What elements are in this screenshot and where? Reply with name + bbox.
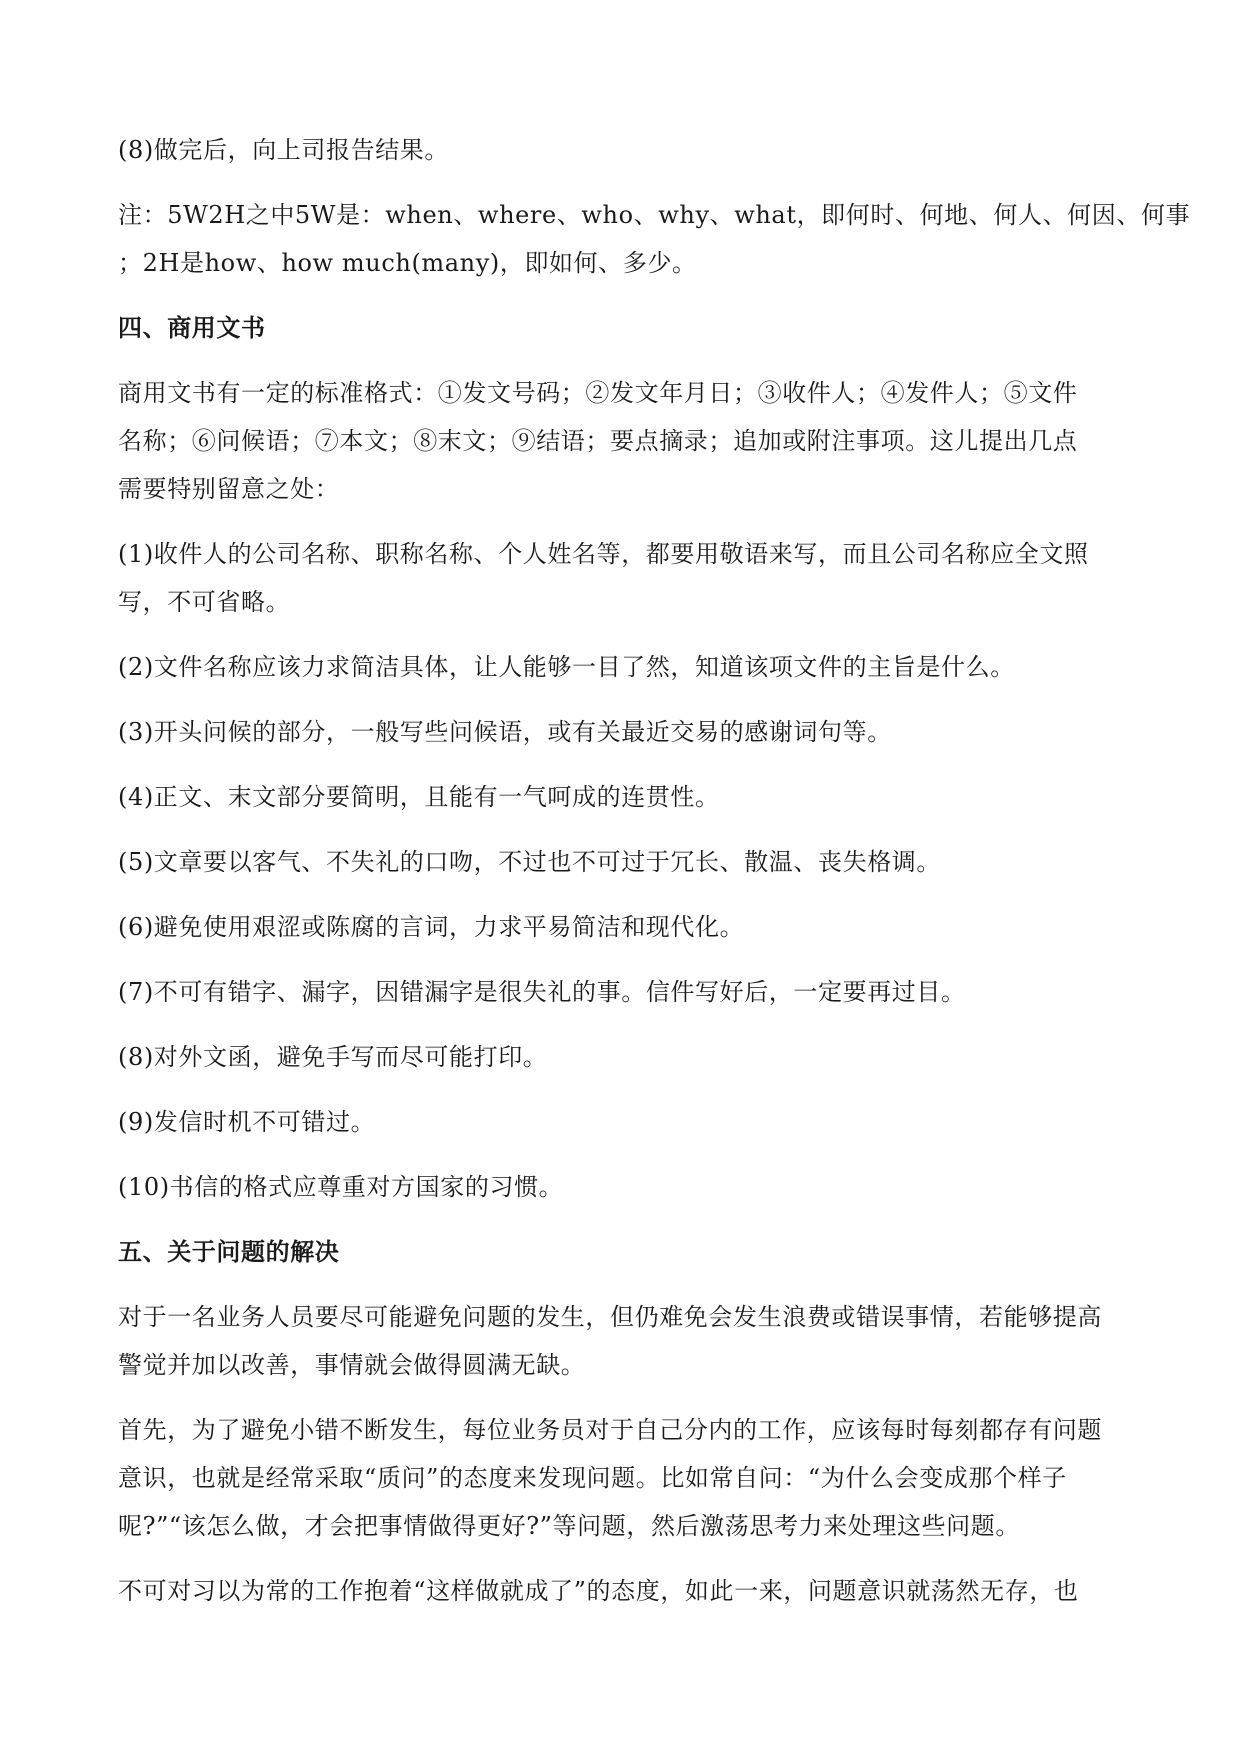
paragraph-5w2h-note bbox=[118, 191, 1191, 287]
text-line: 呢?”“该怎么做，才会把事情做得更好?”等问题，然后激荡思考力来处理这些问题。 bbox=[118, 1512, 1020, 1540]
text-line: 写，不可省略。 bbox=[118, 588, 291, 616]
text-line: (1)收件人的公司名称、职称名称、个人姓名等，都要用敬语来写，而且公司名称应全文照 bbox=[118, 540, 1089, 568]
text-line: 对于一名业务人员要尽可能避免问题的发生，但仍难免会发生浪费或错误事情，若能够提高 bbox=[118, 1303, 1102, 1331]
paragraph-item-8 bbox=[118, 1033, 1118, 1081]
text-line: (6)避免使用艰涩或陈腐的言词，力求平易简洁和现代化。 bbox=[118, 913, 745, 941]
paragraph-item-9 bbox=[118, 1098, 1118, 1146]
paragraph-item-5 bbox=[118, 838, 1118, 886]
text-line: (5)文章要以客气、不失礼的口吻，不过也不可过于冗长、散温、丧失格调。 bbox=[118, 848, 941, 876]
text-line: ；2H是how、how much(many)，即如何、多少。 bbox=[118, 249, 697, 277]
paragraph-item-2 bbox=[118, 643, 1118, 691]
heading-text: 五、关于问题的解决 bbox=[118, 1238, 340, 1266]
text-line: 名称；⑥问候语；⑦本文；⑧末文；⑨结语；要点摘录；追加或附注事项。这儿提出几点 bbox=[118, 427, 1078, 455]
text-line: 需要特别留意之处： bbox=[118, 475, 340, 503]
text-line: 注：5W2H之中5W是：when、where、who、why、what，即何时、何地、何人、何因、何事 bbox=[118, 201, 1191, 229]
text-line: 意识，也就是经常采取“质问”的态度来发现问题。比如常自问：“为什么会变成那个样子 bbox=[118, 1464, 1067, 1492]
paragraph-item-4 bbox=[118, 773, 1118, 821]
document-page bbox=[118, 126, 1191, 1632]
paragraph-item-6 bbox=[118, 903, 1118, 951]
section-heading-problem-solving bbox=[118, 1228, 1118, 1276]
paragraph-routine-work bbox=[118, 1567, 1118, 1615]
text-line: 商用文书有一定的标准格式：①发文号码；②发文年月日；③收件人；④发件人；⑤文件 bbox=[118, 379, 1078, 407]
paragraph-standard-format bbox=[118, 369, 1118, 513]
text-line: (9)发信时机不可错过。 bbox=[118, 1108, 376, 1136]
text-line: (4)正文、末文部分要简明，且能有一气呵成的连贯性。 bbox=[118, 783, 720, 811]
text-line: (8)对外文函，避免手写而尽可能打印。 bbox=[118, 1043, 548, 1071]
text-line: (7)不可有错字、漏字，因错漏字是很失礼的事。信件写好后，一定要再过目。 bbox=[118, 978, 966, 1006]
text-line: (8)做完后，向上司报告结果。 bbox=[118, 136, 449, 164]
text-line: (3)开头问候的部分，一般写些问候语，或有关最近交易的感谢词句等。 bbox=[118, 718, 892, 746]
section-heading-business-documents bbox=[118, 304, 1118, 352]
paragraph-item-3 bbox=[118, 708, 1118, 756]
text-line: 首先，为了避免小错不断发生，每位业务员对于自己分内的工作，应该每时每刻都存有问题 bbox=[118, 1416, 1102, 1444]
text-line: 不可对习以为常的工作抱着“这样做就成了”的态度，如此一来，问题意识就荡然无存，也 bbox=[118, 1577, 1079, 1605]
heading-text: 四、商用文书 bbox=[118, 314, 266, 342]
text-line: 警觉并加以改善，事情就会做得圆满无缺。 bbox=[118, 1351, 586, 1379]
paragraph-item-7 bbox=[118, 968, 1118, 1016]
paragraph-problem-awareness bbox=[118, 1406, 1118, 1550]
paragraph-item-1 bbox=[118, 530, 1118, 626]
paragraph-item-10 bbox=[118, 1163, 1118, 1211]
text-line: (2)文件名称应该力求简洁具体，让人能够一目了然，知道该项文件的主旨是什么。 bbox=[118, 653, 1015, 681]
paragraph-step-8 bbox=[118, 126, 1118, 174]
text-line: (10)书信的格式应尊重对方国家的习惯。 bbox=[118, 1173, 564, 1201]
paragraph-avoid-problems bbox=[118, 1293, 1118, 1389]
